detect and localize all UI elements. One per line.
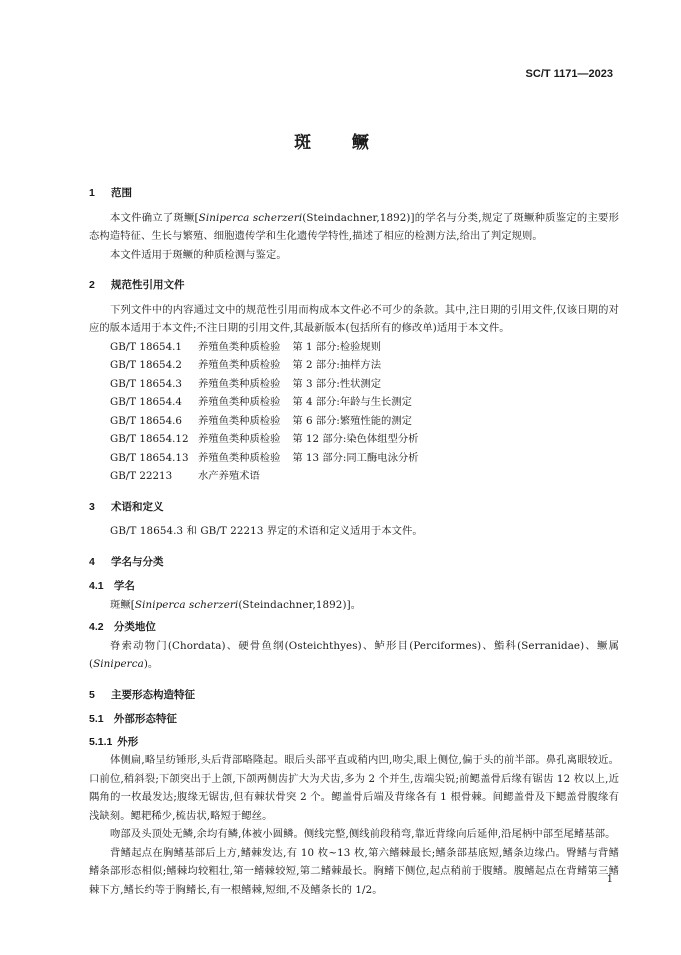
reference-list — [89, 338, 619, 486]
section-4-heading: 4 学名与分类 — [89, 555, 164, 568]
reference-item: GB/T 18654.2 养殖鱼类种质检验 第 2 部分:抽样方法 — [110, 359, 382, 371]
section-5-heading: 5 主要形态构造特征 — [89, 688, 195, 701]
reference-item: GB/T 18654.3 养殖鱼类种质检验 第 3 部分:性状测定 — [110, 377, 382, 390]
section-1-paragraph-2: 本文件适用于斑鳜的种质检测与鉴定。 — [110, 248, 287, 261]
section-4-2-paragraph: 脊索动物门(Chordata)、硬骨鱼纲(Osteichthyes)、鲈形目(Perciformes)、鮨科(Serranidae)、鳜属(Siniperca)。 — [89, 639, 619, 670]
section-5-1-heading: 5.1 外部形态特征 — [89, 713, 177, 725]
section-5-1-1-heading: 5.1.1 外形 — [89, 735, 139, 748]
section-2-intro: 下列文件中的内容通过文中的规范性引用而构成本文件必不可少的条款。其中,注日期的引用文件,仅该日期的对应的版本适用于本文件;不注日期的引用文件,其最新版本(包括所有的修改单)适用于本文件。 — [89, 303, 619, 334]
section-5-1-1-paragraph-1: 体侧扁,略呈纺锤形,头后背部略隆起。眼后头部平直或稍内凹,吻尖,眼上侧位,偏于头的前半部。鼻孔离眼较近。口前位,稍斜裂;下颌突出于上颌,下颌两侧齿扩大为犬齿,多为 2 个并生,齿端尖锐;前鳃盖骨后缘有锯齿 12 枚以上,近隅角的一枚最发达;腹缘无锯齿,但有棘状骨突 2 个。鳃盖骨后端及背缘各有 1 根骨棘。间鳃盖骨及下鳃盖骨腹缘有浅缺刻。鳃耙稀少,梳齿状,略短于鳃丝。 — [89, 754, 619, 822]
section-1-paragraph-1: 本文件确立了斑鳜[Siniperca scherzeri(Steindachner,1892)]的学名与分类,规定了斑鳜种质鉴定的主要形态构造特征、生长与繁殖、细胞遗传学和生化遗传学特性,描述了相应的检测方法,给出了判定规则。 — [89, 211, 619, 242]
section-4-2-heading: 4.2 分类地位 — [89, 621, 156, 633]
page-number: 1 — [606, 874, 613, 885]
section-2-heading: 2 规范性引用文件 — [89, 279, 185, 291]
section-4-1-heading: 4.1 学名 — [89, 580, 135, 592]
reference-item: GB/T 18654.4 养殖鱼类种质检验 第 4 部分:年龄与生长测定 — [110, 396, 412, 408]
section-1-heading: 1 范围 — [89, 187, 132, 199]
section-3-heading: 3 术语和定义 — [89, 500, 164, 513]
reference-item: GB/T 18654.12 养殖鱼类种质检验 第 12 部分:染色体组型分析 — [110, 433, 419, 445]
document-title: 斑 鳜 — [294, 133, 387, 152]
section-5-1-1-paragraph-2: 吻部及头顶处无鳞,余均有鳞,体被小圆鳞。侧线完整,侧线前段稍弯,靠近背缘向后延伸,沿尾柄中部至尾鳍基部。 — [110, 828, 616, 840]
standard-number: SC/T 1171—2023 — [525, 68, 613, 80]
document-body — [89, 178, 619, 899]
reference-item: GB/T 22213 水产养殖术语 — [110, 470, 260, 482]
section-4-1-paragraph: 斑鳜[Siniperca scherzeri(Steindachner,1892)]。 — [110, 598, 362, 611]
reference-item: GB/T 18654.1 养殖鱼类种质检验 第 1 部分:检验规则 — [110, 340, 382, 353]
reference-item: GB/T 18654.13 养殖鱼类种质检验 第 13 部分:同工酶电泳分析 — [110, 451, 419, 464]
section-3-paragraph: GB/T 18654.3 和 GB/T 22213 界定的术语和定义适用于本文件。 — [110, 525, 423, 537]
reference-item: GB/T 18654.6 养殖鱼类种质检验 第 6 部分:繁殖性能的测定 — [110, 414, 412, 427]
section-5-1-1-paragraph-3: 背鳍起点在胸鳍基部后上方,鳍棘发达,有 10 枚~13 枚,第六鳍棘最长;鳍条部基底短,鳍条边缘凸。臀鳍与背鳍鳍条部形态相似;鳍棘均较粗壮,第一鳍棘较短,第二鳍棘最长。胸鳍下侧位,起点稍前于腹鳍。腹鳍起点在背鳍第三鳍棘下方,鳍长约等于胸鳍长,有一根鳍棘,短细,不及鳍条长的 1/2。 — [89, 846, 619, 896]
